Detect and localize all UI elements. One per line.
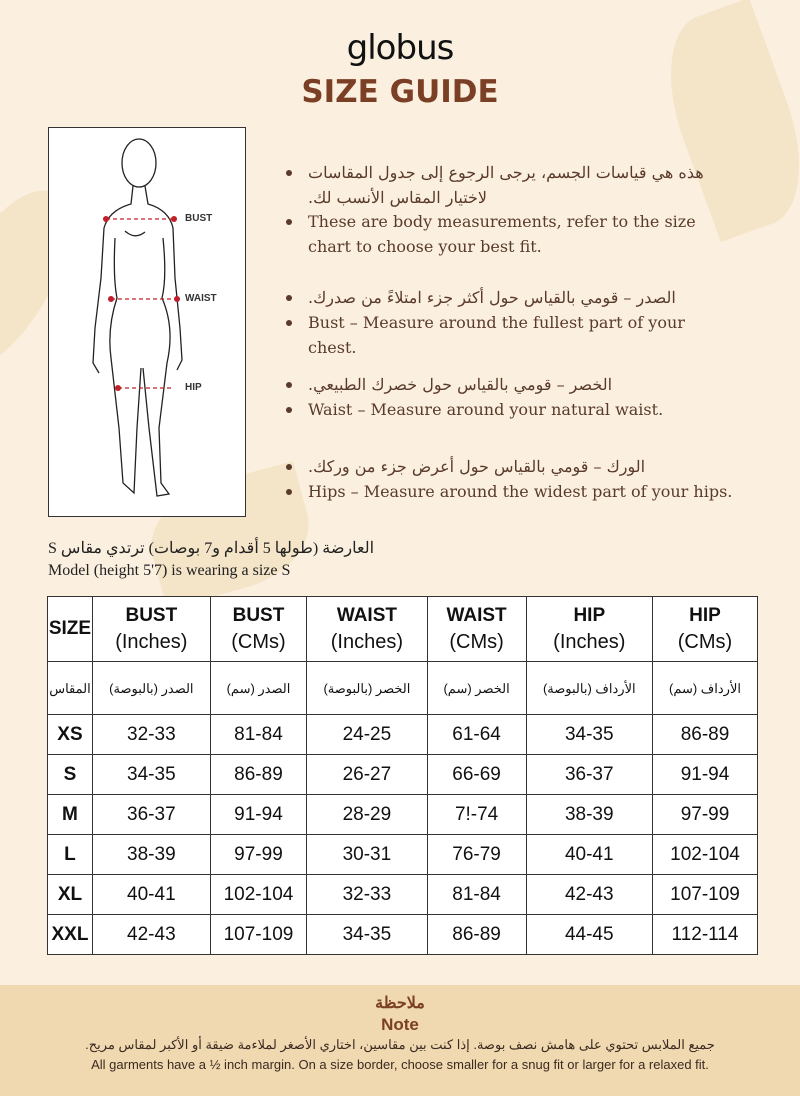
table-row: [48, 875, 758, 915]
header-label: HIP: [689, 605, 721, 626]
column-header-ar: الصدر (سم): [210, 662, 306, 715]
measurement-cell: 61-64: [427, 715, 526, 755]
measurement-cell: 97-99: [652, 795, 757, 835]
header-label: BUST: [232, 605, 285, 626]
measurement-cell: 81-84: [210, 715, 306, 755]
header-label: SIZE: [48, 618, 92, 639]
size-chart-table: [47, 596, 758, 955]
brand-logo: globus: [346, 28, 454, 68]
column-header: [210, 597, 306, 662]
measurement-cell: 86-89: [210, 755, 306, 795]
table-row: [48, 835, 758, 875]
measurement-cell: 76-79: [427, 835, 526, 875]
note-text-ar: جميع الملابس تحتوي على هامش نصف بوصة. إذا كنت بين مقاسين، اختاري الأصغر لملاءمة ضيقة أو الأكبر لمقاس مريح.: [85, 1037, 715, 1052]
measurement-cell: 34-35: [92, 755, 210, 795]
measurement-cell: 102-104: [210, 875, 306, 915]
column-header-ar: الأرداف (بالبوصة): [526, 662, 652, 715]
measurement-cell: 38-39: [526, 795, 652, 835]
column-header: [526, 597, 652, 662]
header-label: WAIST: [336, 605, 397, 626]
column-header-ar: المقاس: [48, 662, 93, 715]
table-row: [48, 795, 758, 835]
column-header: [307, 597, 427, 662]
measurement-cell: 24-25: [307, 715, 427, 755]
page-title: SIZE GUIDE: [301, 74, 499, 110]
note-item-ar: هذه هي قياسات الجسم، يرجى الرجوع إلى جدول المقاسات لاختيار المقاس الأنسب لك.: [286, 160, 738, 210]
table-row: [48, 915, 758, 955]
measurement-cell: 42-43: [526, 875, 652, 915]
table-row: [48, 755, 758, 795]
size-cell: M: [48, 795, 93, 835]
header-row: [48, 597, 758, 662]
measurement-cell: 26-27: [307, 755, 427, 795]
note-text-en: All garments have a ½ inch margin. On a size border, choose smaller for a snug fit or larger for a relaxed fit.: [91, 1057, 709, 1072]
measurement-cell: 91-94: [652, 755, 757, 795]
note-title-en: Note: [381, 1015, 419, 1034]
note-item-en: Hips – Measure around the widest part of your hips.: [286, 479, 738, 504]
column-header: [427, 597, 526, 662]
measurement-cell: 40-41: [526, 835, 652, 875]
measurement-cell: 42-43: [92, 915, 210, 955]
measurement-cell: 44-45: [526, 915, 652, 955]
measurement-cell: 36-37: [526, 755, 652, 795]
measurement-cell: 86-89: [652, 715, 757, 755]
size-cell: XL: [48, 875, 93, 915]
measurement-cell: 66-69: [427, 755, 526, 795]
column-header: [48, 597, 93, 662]
note-item-ar: الخصر – قومي بالقياس حول خصرك الطبيعي.: [286, 372, 738, 397]
header-label: WAIST: [446, 605, 507, 626]
note-item-ar: الصدر – قومي بالقياس حول أكثر جزء امتلاءً من صدرك.: [286, 285, 738, 310]
waist-label: WAIST: [185, 293, 217, 304]
note-item-en: Bust – Measure around the fullest part of your chest.: [286, 310, 738, 360]
size-cell: S: [48, 755, 93, 795]
model-info: [48, 538, 374, 582]
model-info-en: Model (height 5'7) is wearing a size S: [48, 562, 291, 579]
size-cell: XS: [48, 715, 93, 755]
header-row-ar: [48, 662, 758, 715]
measurement-cell: 112-114: [652, 915, 757, 955]
measurement-cell: 102-104: [652, 835, 757, 875]
note-section: [0, 985, 800, 1096]
column-header: [652, 597, 757, 662]
note-title-ar: ملاحظة: [375, 995, 425, 1012]
header-unit: (CMs): [449, 631, 504, 653]
column-header-ar: الأرداف (سم): [652, 662, 757, 715]
size-cell: XXL: [48, 915, 93, 955]
measurement-cell: 107-109: [210, 915, 306, 955]
header-label: HIP: [573, 605, 606, 626]
measurement-cell: 107-109: [652, 875, 757, 915]
measurement-cell: 32-33: [307, 875, 427, 915]
measurement-cell: 91-94: [210, 795, 306, 835]
measurement-cell: 28-29: [307, 795, 427, 835]
body-measurement-figure: [48, 127, 246, 517]
table-row: [48, 715, 758, 755]
measurement-cell: 36-37: [92, 795, 210, 835]
column-header: [92, 597, 210, 662]
measurement-cell: 97-99: [210, 835, 306, 875]
bust-label: BUST: [185, 213, 213, 224]
measurement-cell: 32-33: [92, 715, 210, 755]
note-item-en: Waist – Measure around your natural waist.: [286, 397, 738, 422]
header-label: BUST: [125, 605, 178, 626]
measurement-cell: 30-31: [307, 835, 427, 875]
size-cell: L: [48, 835, 93, 875]
header-unit: (Inches): [553, 631, 626, 653]
column-header-ar: الخصر (بالبوصة): [307, 662, 427, 715]
header-unit: (Inches): [115, 631, 188, 653]
hip-label: HIP: [185, 382, 202, 393]
column-header-ar: الصدر (بالبوصة): [92, 662, 210, 715]
header-unit: (CMs): [231, 631, 286, 653]
measurement-cell: 81-84: [427, 875, 526, 915]
note-item-en: These are body measurements, refer to the size chart to choose your best fit.: [286, 209, 738, 259]
header-unit: (Inches): [330, 631, 404, 653]
body-silhouette-icon: [49, 128, 245, 516]
model-info-ar: العارضة (طولها 5 أقدام و7 بوصات) ترتدي مقاس S: [48, 540, 375, 557]
measurement-cell: 34-35: [307, 915, 427, 955]
measurement-cell: 7!-74: [427, 795, 526, 835]
note-item-ar: الورك – قومي بالقياس حول أعرض جزء من وركك.: [286, 454, 738, 479]
measurement-cell: 86-89: [427, 915, 526, 955]
measurement-cell: 34-35: [526, 715, 652, 755]
measurement-cell: 40-41: [92, 875, 210, 915]
column-header-ar: الخصر (سم): [427, 662, 526, 715]
measurement-cell: 38-39: [92, 835, 210, 875]
header-unit: (CMs): [677, 631, 733, 653]
